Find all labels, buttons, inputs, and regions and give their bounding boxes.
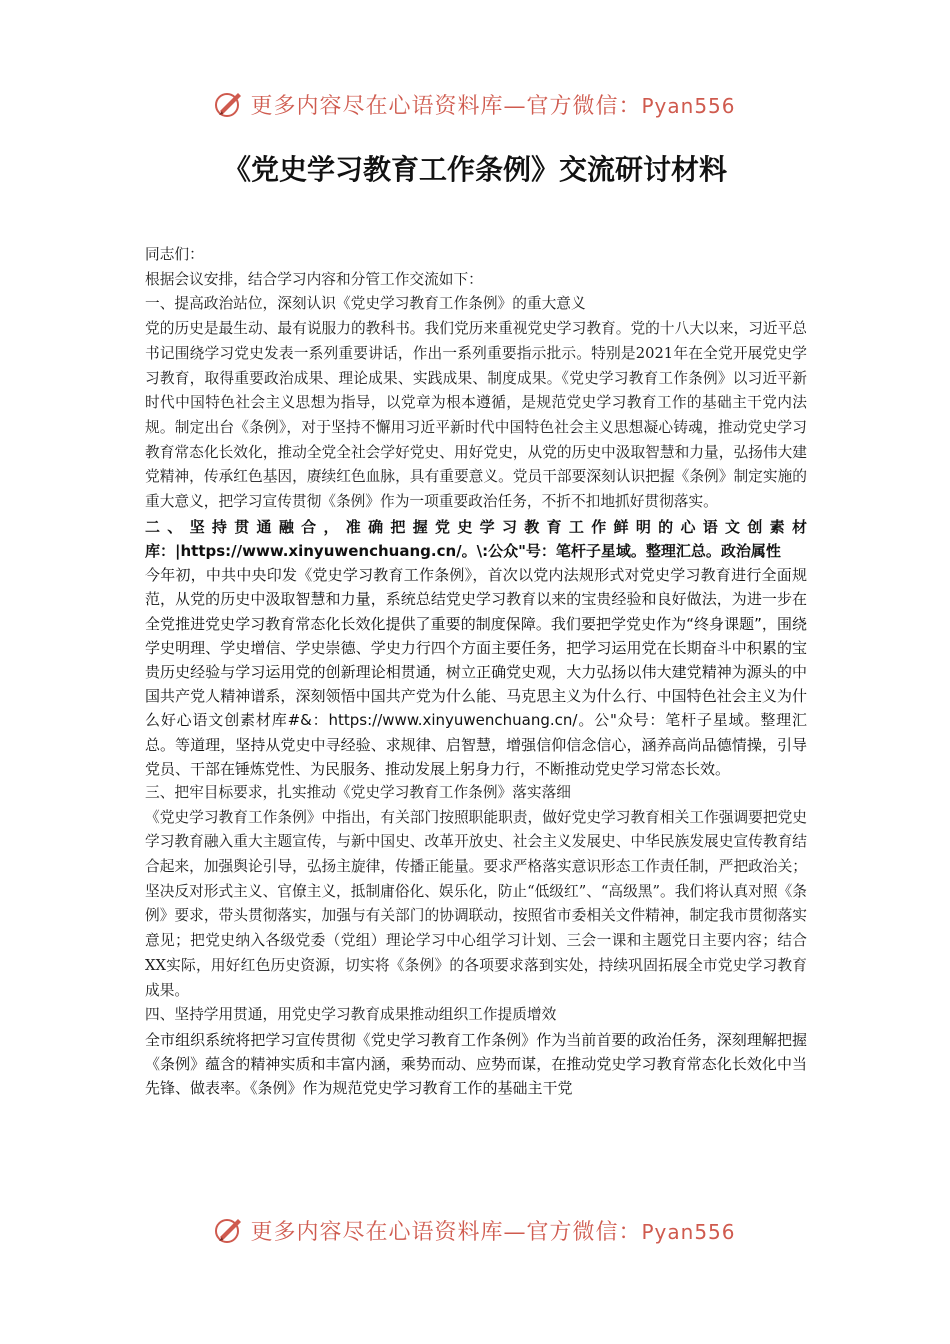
section-paragraph-3: 《党史学习教育工作条例》中指出，有关部门按照职能职责，做好党史学习教育相关工作强调要把党史学习教育融入重大主题宣传，与新中国史、改革开放史、社会主义发展史、中华民族发展史宣传教育结合起来，加强舆论引导，弘扬主旋律，传播正能量。要求严格落实意识形态工作责任制，严把政治关；坚决反对形式主义、官僚主义，抵制庸俗化、娱乐化，防止“低级红”、“高级黑”。我们将认真对照《条例》要求，带头贯彻落实，加强与有关部门的协调联动，按照省市委相关文件精神，制定我市贯彻落实意见；把党史纳入各级党委（党组）理论学习中心组学习计划、三会一课和主题党日主要内容；结合XX实际，用好红色历史资源，切实将《条例》的各项要求落到实处，持续巩固拓展全市党史学习教育成果。 [145, 808, 807, 999]
watermark-footer [0, 1210, 950, 1250]
pen-logo-icon [214, 89, 244, 119]
watermark-handle: Pyan556 [641, 1219, 736, 1244]
document-title: 《党史学习教育工作条例》交流研讨材料 [222, 153, 727, 186]
section-heading-3: 三、把牢目标要求，扎实推动《党史学习教育工作条例》落实落细 [145, 783, 571, 801]
watermark-header [0, 84, 950, 124]
watermark-text: 更多内容尽在心语资料库—官方微信：Pyan556 [250, 1219, 736, 1245]
intro-paragraph: 根据会议安排，结合学习内容和分管工作交流如下： [145, 270, 483, 288]
section-heading-2: 二、坚持贯通融合，准确把握党史学习教育工作鲜明的心语文创素材库：|https://www.xinyuwenchuang.cn/。\:公众"号：笔杆子星域。整理汇总。政治属性 [145, 517, 807, 560]
pen-logo-icon [214, 1215, 244, 1245]
section-paragraph-4: 全市组织系统将把学习宣传贯彻《党史学习教育工作条例》作为当前首要的政治任务，深刻理解把握《条例》蕴含的精神实质和丰富内涵，乘势而动、应势而谋，在推动党史学习教育常态化长效化中当先锋、做表率。《条例》作为规范党史学习教育工作的基础主干党 [145, 1031, 807, 1098]
watermark-text: 更多内容尽在心语资料库—官方微信：Pyan556 [250, 93, 736, 119]
section-paragraph-2: 今年初，中共中央印发《党史学习教育工作条例》，首次以党内法规形式对党史学习教育进行全面规范，从党的历史中汲取智慧和力量，系统总结党史学习教育以来的宝贵经验和良好做法，为进一步在全党推进党史学习教育常态化长效化提供了重要的制度保障。我们要把学党史作为“终身课题”，围绕学史明理、学史增信、学史崇德、学史力行四个方面主要任务，把学习运用党在长期奋斗中积累的宝贵历史经验与学习运用党的创新理论相贯通，树立正确党史观，大力弘扬以伟大建党精神为源头的中国共产党人精神谱系，深刻领悟中国共产党为什么能、马克思主义为什么行、中国特色社会主义为什么好心语文创素材库#&：https://www.xinyuwenchuang.cn/。公"众号：笔杆子星域。整理汇总。等道理，坚持从党史中寻经验、求规律、启智慧，增强信仰信念信心，涵养高尚品德情操，引导党员、干部在锤炼党性、为民服务、推动发展上躬身力行，不断推动党史学习常态长效。 [145, 566, 807, 778]
section-heading-4: 四、坚持学用贯通，用党史学习教育成果推动组织工作提质增效 [145, 1006, 557, 1024]
watermark-handle: Pyan556 [641, 93, 736, 118]
document-body [145, 243, 807, 1101]
salutation: 同志们： [145, 246, 204, 263]
section-paragraph-1: 党的历史是最生动、最有说服力的教科书。我们党历来重视党史学习教育。党的十八大以来，习近平总书记围绕学习党史发表一系列重要讲话，作出一系列重要指示批示。特别是2021年在全党开展党史学习教育，取得重要政治成果、理论成果、实践成果、制度成果。《党史学习教育工作条例》以习近平新时代中国特色社会主义思想为指导，以党章为根本遵循，是规范党史学习教育工作的基础主干党内法规。制定出台《条例》，对于坚持不懈用习近平新时代中国特色社会主义思想凝心铸魂，推动党史学习教育常态化长效化，推动全党全社会学好党史、用好党史，从党的历史中汲取智慧和力量，弘扬伟大建党精神，传承红色基因，赓续红色血脉，具有重要意义。党员干部要深刻认识把握《条例》制定实施的重大意义，把学习宣传贯彻《条例》作为一项重要政治任务，不折不扣地抓好贯彻落实。 [145, 320, 807, 511]
section-heading-1: 一、提高政治站位，深刻认识《党史学习教育工作条例》的重大意义 [145, 295, 586, 313]
